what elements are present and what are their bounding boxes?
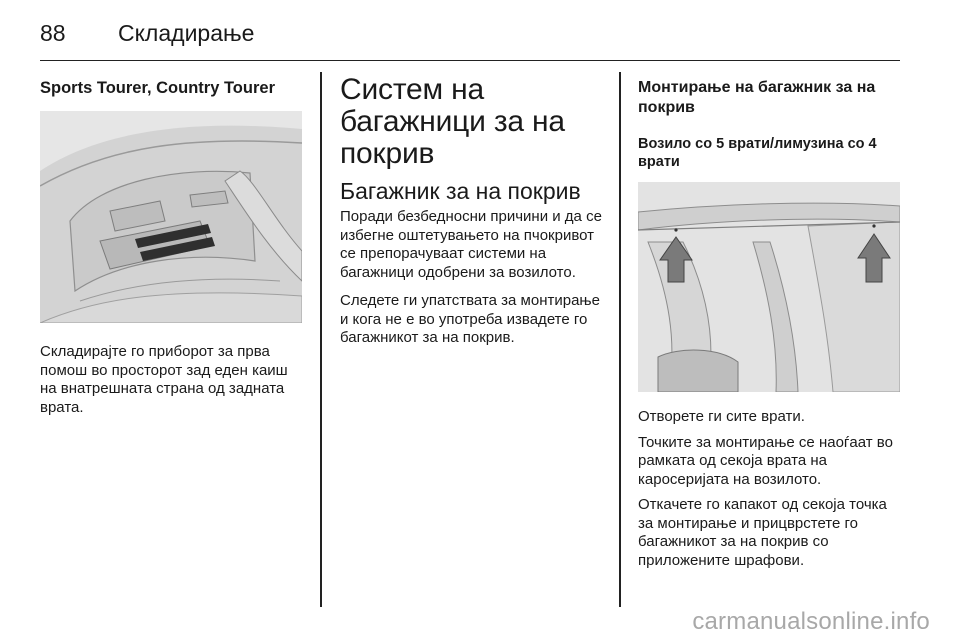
section-heading: Sports Tourer, Country Tourer	[40, 79, 275, 97]
paragraph: Отворете ги сите врати.	[638, 408, 805, 425]
section-subtitle: Багажник за на покрив	[340, 178, 581, 204]
column-divider	[619, 72, 621, 607]
section-title: Систем на багажници за на покрив	[340, 73, 565, 170]
section-subheading: Возило со 5 врати/лимузина со 4 врати	[638, 136, 877, 170]
paragraph: Откачете го капакот од секоја точка за монтирање и прицврстете го багажникот за на покрив со приложените шрафови.	[638, 496, 887, 569]
paragraph: Следете ги упатствата за монтирање и кога не е во употреба извадете го багажникот за на покрив.	[340, 292, 600, 346]
header-title: Складирање	[118, 20, 255, 46]
middle-column	[340, 72, 604, 348]
watermark: carmanualsonline.info	[692, 608, 930, 635]
left-caption: Складирајте го приборот за прва помош во просторот зад еден каиш на внатрешната страна од задната врата.	[40, 343, 288, 416]
paragraph: Поради безбедносни причини и да се избегне оштетувањето на пчокривот се препорачуваат системи на багажници одобрени за возилото.	[340, 208, 602, 281]
roof-mounting-points-illustration	[638, 182, 900, 392]
column-divider	[320, 72, 322, 607]
paragraph: Точките за монтирање се наоѓаат во рамката од секоја врата на каросеријата на возилото.	[638, 433, 893, 488]
page-number: 88	[40, 20, 66, 46]
right-column	[638, 72, 900, 570]
left-column	[40, 72, 302, 417]
page-header	[40, 14, 900, 61]
section-heading: Монтирање на багажник за на покрив	[638, 79, 876, 116]
first-aid-storage-illustration	[40, 111, 302, 323]
